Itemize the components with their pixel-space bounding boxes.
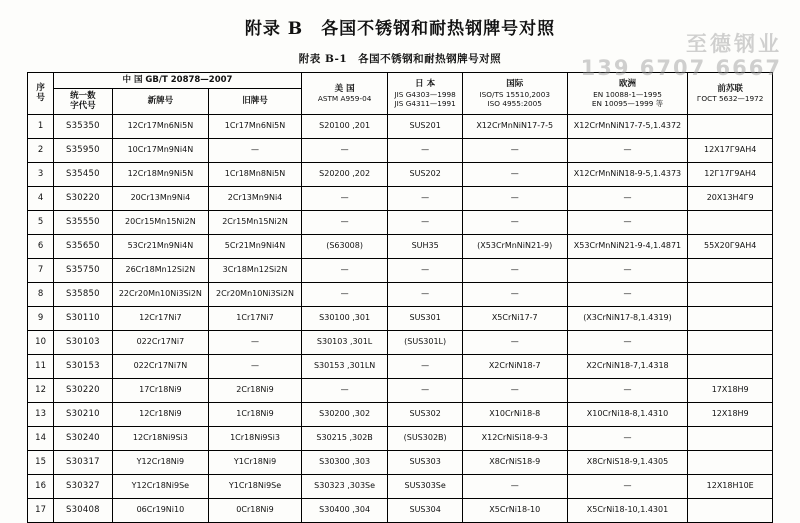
cell-new-grade: Y12Cr18Ni9Se bbox=[112, 474, 209, 498]
cell-old-grade: 1Cr18Ni9 bbox=[209, 402, 302, 426]
cell-iso-grade: — bbox=[462, 330, 567, 354]
cell-new-grade: 06Cr19Ni10 bbox=[112, 498, 209, 522]
cell-new-grade: 20Cr15Mn15Ni2N bbox=[112, 210, 209, 234]
cell-iso-grade: X8CrNiS18-9 bbox=[462, 450, 567, 474]
cell-no: 4 bbox=[28, 186, 54, 210]
cell-usa-grade: S30323 ,303Se bbox=[301, 474, 388, 498]
cell-old-grade: 2Cr20Mn10Ni3Si2N bbox=[209, 282, 302, 306]
steel-grade-comparison-table bbox=[27, 72, 773, 523]
header-usa: 美 国 ASTM A959-04 bbox=[301, 73, 388, 115]
cell-new-grade: 12Cr18Mn9Ni5N bbox=[112, 162, 209, 186]
cell-europe-grade: — bbox=[567, 378, 688, 402]
table-row bbox=[28, 474, 773, 498]
table-caption: 附表 B-1 各国不锈钢和耐热钢牌号对照 bbox=[298, 53, 502, 65]
cell-soviet-grade bbox=[688, 330, 773, 354]
cell-unified-code: S30103 bbox=[54, 330, 112, 354]
cell-no: 9 bbox=[28, 306, 54, 330]
table-row bbox=[28, 498, 773, 522]
table-row bbox=[28, 258, 773, 282]
cell-usa-grade: S30153 ,301LN bbox=[301, 354, 388, 378]
cell-japan-grade: — bbox=[388, 354, 463, 378]
table-row bbox=[28, 114, 773, 138]
cell-unified-code: S30153 bbox=[54, 354, 112, 378]
table-row bbox=[28, 162, 773, 186]
table-row bbox=[28, 306, 773, 330]
cell-europe-grade: X12CrMnNiN18-9-5,1.4373 bbox=[567, 162, 688, 186]
cell-usa-grade: S30100 ,301 bbox=[301, 306, 388, 330]
header-china-old: 旧牌号 bbox=[209, 88, 302, 114]
cell-usa-grade: S20200 ,202 bbox=[301, 162, 388, 186]
cell-europe-grade: — bbox=[567, 210, 688, 234]
cell-no: 13 bbox=[28, 402, 54, 426]
cell-japan-grade: SUS302 bbox=[388, 402, 463, 426]
cell-no: 8 bbox=[28, 282, 54, 306]
cell-old-grade: 2Cr13Mn9Ni4 bbox=[209, 186, 302, 210]
cell-japan-grade: SUS202 bbox=[388, 162, 463, 186]
table-row bbox=[28, 234, 773, 258]
cell-new-grade: 12Cr18Ni9 bbox=[112, 402, 209, 426]
cell-iso-grade: — bbox=[462, 162, 567, 186]
cell-usa-grade: S30300 ,303 bbox=[301, 450, 388, 474]
cell-usa-grade: S30400 ,304 bbox=[301, 498, 388, 522]
cell-soviet-grade bbox=[688, 282, 773, 306]
cell-no: 5 bbox=[28, 210, 54, 234]
cell-europe-grade: — bbox=[567, 186, 688, 210]
header-soviet: 前苏联 ГОСТ 5632—1972 bbox=[688, 73, 773, 115]
cell-no: 3 bbox=[28, 162, 54, 186]
cell-no: 11 bbox=[28, 354, 54, 378]
cell-old-grade: — bbox=[209, 354, 302, 378]
cell-new-grade: 22Cr20Mn10Ni3Si2N bbox=[112, 282, 209, 306]
cell-japan-grade: SUH35 bbox=[388, 234, 463, 258]
cell-japan-grade: SUS304 bbox=[388, 498, 463, 522]
cell-unified-code: S35950 bbox=[54, 138, 112, 162]
cell-usa-grade: — bbox=[301, 186, 388, 210]
cell-soviet-grade bbox=[688, 114, 773, 138]
header-japan: 日 本 JIS G4303—1998 JIS G4311—1991 bbox=[388, 73, 463, 115]
cell-europe-grade: X10CrNi18-8,1.4310 bbox=[567, 402, 688, 426]
cell-usa-grade: S30200 ,302 bbox=[301, 402, 388, 426]
header-iso: 国际 ISO/TS 15510,2003 ISO 4955:2005 bbox=[462, 73, 567, 115]
cell-iso-grade: — bbox=[462, 258, 567, 282]
table-row bbox=[28, 210, 773, 234]
table-header bbox=[28, 73, 773, 115]
cell-unified-code: S30110 bbox=[54, 306, 112, 330]
cell-old-grade: 5Cr21Mn9Ni4N bbox=[209, 234, 302, 258]
header-no: 序 号 bbox=[28, 73, 54, 115]
cell-soviet-grade: 20X13H4Г9 bbox=[688, 186, 773, 210]
cell-soviet-grade: 55X20Г9AH4 bbox=[688, 234, 773, 258]
cell-old-grade: 2Cr15Mn15Ni2N bbox=[209, 210, 302, 234]
cell-new-grade: 12Cr17Ni7 bbox=[112, 306, 209, 330]
cell-japan-grade: — bbox=[388, 186, 463, 210]
cell-usa-grade: — bbox=[301, 282, 388, 306]
cell-soviet-grade: 12X18H10E bbox=[688, 474, 773, 498]
cell-soviet-grade bbox=[688, 354, 773, 378]
cell-japan-grade: — bbox=[388, 210, 463, 234]
cell-unified-code: S35550 bbox=[54, 210, 112, 234]
cell-soviet-grade bbox=[688, 450, 773, 474]
cell-japan-grade: — bbox=[388, 378, 463, 402]
cell-no: 17 bbox=[28, 498, 54, 522]
cell-old-grade: 1Cr18Ni9Si3 bbox=[209, 426, 302, 450]
watermark-company: 至德钢业 bbox=[686, 32, 782, 56]
table-row bbox=[28, 426, 773, 450]
cell-iso-grade: X12CrNiSi18-9-3 bbox=[462, 426, 567, 450]
cell-no: 16 bbox=[28, 474, 54, 498]
cell-soviet-grade bbox=[688, 258, 773, 282]
header-china-new: 新牌号 bbox=[112, 88, 209, 114]
cell-europe-grade: X53CrMnNiN21-9-4,1.4871 bbox=[567, 234, 688, 258]
cell-new-grade: 022Cr17Ni7 bbox=[112, 330, 209, 354]
cell-europe-grade: — bbox=[567, 474, 688, 498]
cell-unified-code: S35450 bbox=[54, 162, 112, 186]
cell-unified-code: S30317 bbox=[54, 450, 112, 474]
cell-soviet-grade bbox=[688, 306, 773, 330]
cell-soviet-grade: 12X18H9 bbox=[688, 402, 773, 426]
cell-iso-grade: X2CrNiN18-7 bbox=[462, 354, 567, 378]
cell-old-grade: Y1Cr18Ni9Se bbox=[209, 474, 302, 498]
cell-europe-grade: — bbox=[567, 282, 688, 306]
cell-iso-grade: X5CrNi17-7 bbox=[462, 306, 567, 330]
cell-usa-grade: — bbox=[301, 138, 388, 162]
cell-usa-grade: S30215 ,302B bbox=[301, 426, 388, 450]
cell-no: 2 bbox=[28, 138, 54, 162]
cell-iso-grade: X10CrNi18-8 bbox=[462, 402, 567, 426]
cell-iso-grade: — bbox=[462, 138, 567, 162]
cell-no: 12 bbox=[28, 378, 54, 402]
cell-new-grade: 12Cr18Ni9Si3 bbox=[112, 426, 209, 450]
header-europe: 欧洲 EN 10088-1—1995 EN 10095—1999 等 bbox=[567, 73, 688, 115]
cell-unified-code: S30408 bbox=[54, 498, 112, 522]
cell-usa-grade: — bbox=[301, 258, 388, 282]
table-row bbox=[28, 402, 773, 426]
cell-usa-grade: — bbox=[301, 210, 388, 234]
cell-iso-grade: — bbox=[462, 474, 567, 498]
cell-soviet-grade bbox=[688, 426, 773, 450]
cell-europe-grade: X2CrNiN18-7,1.4318 bbox=[567, 354, 688, 378]
table-row bbox=[28, 378, 773, 402]
cell-soviet-grade bbox=[688, 498, 773, 522]
cell-new-grade: 12Cr17Mn6Ni5N bbox=[112, 114, 209, 138]
header-china-code: 统一数 字代号 bbox=[54, 88, 112, 114]
cell-japan-grade: — bbox=[388, 282, 463, 306]
cell-europe-grade: — bbox=[567, 330, 688, 354]
cell-iso-grade: X5CrNi18-10 bbox=[462, 498, 567, 522]
table-row bbox=[28, 354, 773, 378]
cell-unified-code: S35850 bbox=[54, 282, 112, 306]
cell-europe-grade: (X3CrNiN17-8,1.4319) bbox=[567, 306, 688, 330]
cell-new-grade: 022Cr17Ni7N bbox=[112, 354, 209, 378]
cell-usa-grade: S30103 ,301L bbox=[301, 330, 388, 354]
cell-europe-grade: — bbox=[567, 138, 688, 162]
cell-no: 10 bbox=[28, 330, 54, 354]
cell-unified-code: S30220 bbox=[54, 186, 112, 210]
cell-unified-code: S30210 bbox=[54, 402, 112, 426]
cell-unified-code: S30240 bbox=[54, 426, 112, 450]
cell-soviet-grade: 12Г17Г9AH4 bbox=[688, 162, 773, 186]
cell-no: 6 bbox=[28, 234, 54, 258]
table-row bbox=[28, 450, 773, 474]
cell-old-grade: — bbox=[209, 330, 302, 354]
cell-japan-grade: — bbox=[388, 258, 463, 282]
cell-no: 1 bbox=[28, 114, 54, 138]
cell-iso-grade: — bbox=[462, 378, 567, 402]
cell-japan-grade: — bbox=[388, 138, 463, 162]
cell-soviet-grade bbox=[688, 210, 773, 234]
header-china-group: 中 国 GB/T 20878—2007 bbox=[54, 73, 302, 89]
cell-new-grade: 53Cr21Mn9Ni4N bbox=[112, 234, 209, 258]
cell-japan-grade: SUS303 bbox=[388, 450, 463, 474]
cell-new-grade: 10Cr17Mn9Ni4N bbox=[112, 138, 209, 162]
cell-iso-grade: — bbox=[462, 186, 567, 210]
cell-iso-grade: X12CrMnNiN17-7-5 bbox=[462, 114, 567, 138]
cell-usa-grade: S20100 ,201 bbox=[301, 114, 388, 138]
cell-unified-code: S35650 bbox=[54, 234, 112, 258]
cell-usa-grade: (S63008) bbox=[301, 234, 388, 258]
cell-new-grade: 17Cr18Ni9 bbox=[112, 378, 209, 402]
cell-old-grade: 1Cr18Mn8Ni5N bbox=[209, 162, 302, 186]
cell-old-grade: — bbox=[209, 138, 302, 162]
cell-europe-grade: X5CrNi18-10,1.4301 bbox=[567, 498, 688, 522]
cell-unified-code: S35350 bbox=[54, 114, 112, 138]
cell-soviet-grade: 17X18H9 bbox=[688, 378, 773, 402]
cell-no: 14 bbox=[28, 426, 54, 450]
cell-old-grade: 2Cr18Ni9 bbox=[209, 378, 302, 402]
table-row bbox=[28, 186, 773, 210]
cell-usa-grade: — bbox=[301, 378, 388, 402]
cell-no: 7 bbox=[28, 258, 54, 282]
cell-japan-grade: (SUS301L) bbox=[388, 330, 463, 354]
cell-new-grade: 26Cr18Mn12Si2N bbox=[112, 258, 209, 282]
cell-soviet-grade: 12X17Г9AH4 bbox=[688, 138, 773, 162]
table-row bbox=[28, 330, 773, 354]
cell-europe-grade: — bbox=[567, 426, 688, 450]
cell-new-grade: 20Cr13Mn9Ni4 bbox=[112, 186, 209, 210]
cell-japan-grade: SUS201 bbox=[388, 114, 463, 138]
table-body bbox=[28, 114, 773, 522]
cell-europe-grade: X12CrMnNiN17-7-5,1.4372 bbox=[567, 114, 688, 138]
page-title: 附录 B 各国不锈钢和耐热钢牌号对照 bbox=[244, 19, 556, 39]
cell-unified-code: S35750 bbox=[54, 258, 112, 282]
cell-japan-grade: SUS303Se bbox=[388, 474, 463, 498]
cell-japan-grade: (SUS302B) bbox=[388, 426, 463, 450]
cell-europe-grade: X8CrNiS18-9,1.4305 bbox=[567, 450, 688, 474]
cell-europe-grade: — bbox=[567, 258, 688, 282]
cell-old-grade: Y1Cr18Ni9 bbox=[209, 450, 302, 474]
cell-old-grade: 1Cr17Ni7 bbox=[209, 306, 302, 330]
cell-new-grade: Y12Cr18Ni9 bbox=[112, 450, 209, 474]
cell-old-grade: 1Cr17Mn6Ni5N bbox=[209, 114, 302, 138]
cell-japan-grade: SUS301 bbox=[388, 306, 463, 330]
cell-unified-code: S30220 bbox=[54, 378, 112, 402]
cell-iso-grade: (X53CrMnNiN21-9) bbox=[462, 234, 567, 258]
cell-iso-grade: — bbox=[462, 210, 567, 234]
cell-old-grade: 0Cr18Ni9 bbox=[209, 498, 302, 522]
cell-iso-grade: — bbox=[462, 282, 567, 306]
table-row bbox=[28, 282, 773, 306]
table-row bbox=[28, 138, 773, 162]
cell-old-grade: 3Cr18Mn12Si2N bbox=[209, 258, 302, 282]
cell-no: 15 bbox=[28, 450, 54, 474]
cell-unified-code: S30327 bbox=[54, 474, 112, 498]
watermark-phone: 139 6707 6667 bbox=[580, 56, 782, 80]
